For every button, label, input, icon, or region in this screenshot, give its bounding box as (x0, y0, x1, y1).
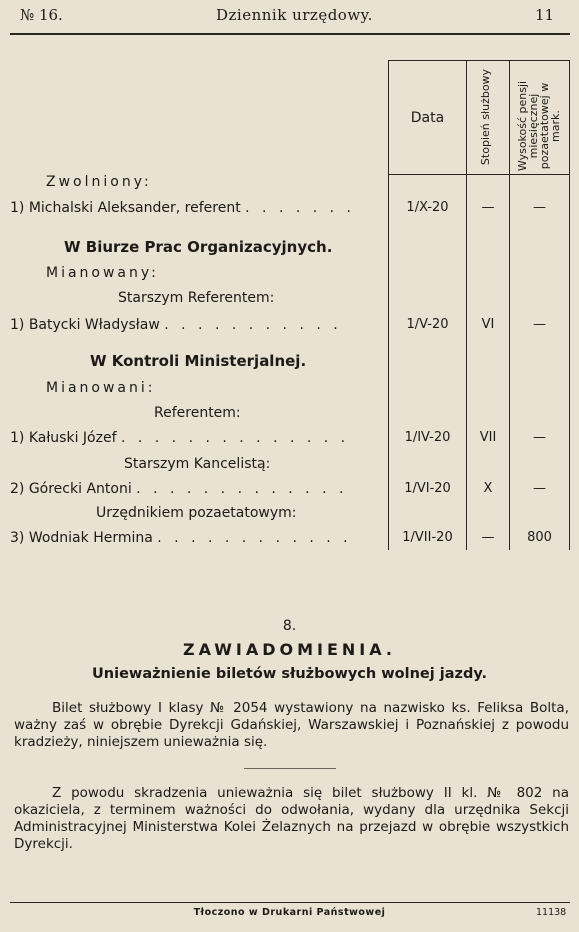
zwolniony-label: Zwolniony: (46, 174, 152, 190)
issue-number: № 16. (20, 6, 63, 24)
subheading-starszym-referentem: Starszym Referentem: (118, 290, 275, 306)
table-row (10, 481, 382, 497)
row-grade: VI (481, 317, 495, 332)
row-salary: — (533, 317, 546, 332)
row-salary: — (533, 200, 546, 215)
subheading-starszym-kancelista: Starszym Kancelistą: (124, 456, 271, 472)
row-name: 1) Batycki Władysław (10, 317, 160, 333)
section-title-biuro: W Biurze Prac Organizacyjnych. (64, 238, 333, 256)
row-name: 3) Wodniak Hermina (10, 530, 153, 546)
col-divider-2 (466, 60, 467, 550)
notice-title: ZAWIADOMIENIA. (182, 640, 397, 659)
table-row (10, 200, 382, 216)
col-header-wysokosc: Wysokość pensji miesięcznej pozaetatowej w mark. (516, 80, 562, 172)
row-dots: . . . . . . . . . . . (164, 317, 342, 333)
row-grade: VII (479, 430, 497, 445)
row-date: 1/X-20 (406, 200, 449, 215)
notice-paragraph-1 (14, 700, 569, 751)
notice-separator (244, 768, 336, 769)
col-header-data: Data (410, 110, 445, 126)
subheading-referentem: Referentem: (154, 405, 241, 421)
row-salary: — (533, 430, 546, 445)
col-divider-1 (388, 60, 389, 550)
mianowany-label: Mianowany: (46, 265, 159, 281)
row-grade: X (483, 481, 493, 496)
footer-code: 11138 (536, 907, 567, 918)
row-date: 1/VII-20 (402, 530, 453, 545)
notice-subtitle: Unieważnienie biletów służbowych wolnej jazdy. (92, 666, 487, 682)
row-name: 1) Kałuski Józef (10, 430, 117, 446)
section-title-kontrola: W Kontroli Ministerjalnej. (90, 352, 307, 370)
footer-rule (10, 902, 570, 903)
notice-paragraph-2-text: Z powodu skradzenia unieważnia się bilet służbowy II kl. № 802 na okaziciela, z terminem ważności do odwołania, wydany dla urzędnika Sekcji Administracyjnej Ministerstwa Kolei Żelaznych na przejazd w obrębie wszystkich Dyrekcji. (14, 785, 569, 852)
row-name: 2) Górecki Antoni (10, 481, 132, 497)
notice-number: 8. (282, 618, 297, 634)
notice-paragraph-2 (14, 785, 569, 853)
table-row (10, 317, 382, 333)
page-number: 11 (535, 6, 555, 24)
table-top-rule (388, 60, 570, 61)
row-name: 1) Michalski Aleksander, referent (10, 200, 241, 216)
row-dots: . . . . . . . . . . . . . (136, 481, 348, 497)
journal-title: Dziennik urzędowy. (216, 6, 373, 24)
header-rule (10, 33, 570, 35)
row-date: 1/V-20 (406, 317, 449, 332)
row-date: 1/VI-20 (404, 481, 451, 496)
row-grade: — (481, 200, 495, 215)
col-header-stopien: Stopień służbowy (479, 68, 492, 166)
table-row (10, 430, 382, 446)
col-divider-3 (509, 60, 510, 550)
row-salary: — (533, 481, 546, 496)
subheading-urzednikiem: Urzędnikiem pozaetatowym: (96, 505, 297, 521)
row-date: 1/IV-20 (404, 430, 451, 445)
notice-paragraph-1-text: Bilet służbowy I klasy № 2054 wystawiony na nazwisko ks. Feliksa Bolta, ważny zaś w obrębie Dyrekcji Gdańskiej, Warszawskiej i Poznańskiej z powodu kradzieży, niniejszem unieważnia się. (14, 700, 569, 750)
row-dots: . . . . . . . . . . . . (157, 530, 352, 546)
row-dots: . . . . . . . (245, 200, 355, 216)
row-grade: — (481, 530, 495, 545)
table-row (10, 530, 382, 546)
footer-printer: Tłoczono w Drukarni Państwowej (193, 907, 386, 918)
col-divider-4 (569, 60, 570, 550)
row-dots: . . . . . . . . . . . . . . (120, 430, 350, 446)
row-salary: 800 (527, 530, 552, 545)
mianowani-label: Mianowani: (46, 380, 156, 396)
